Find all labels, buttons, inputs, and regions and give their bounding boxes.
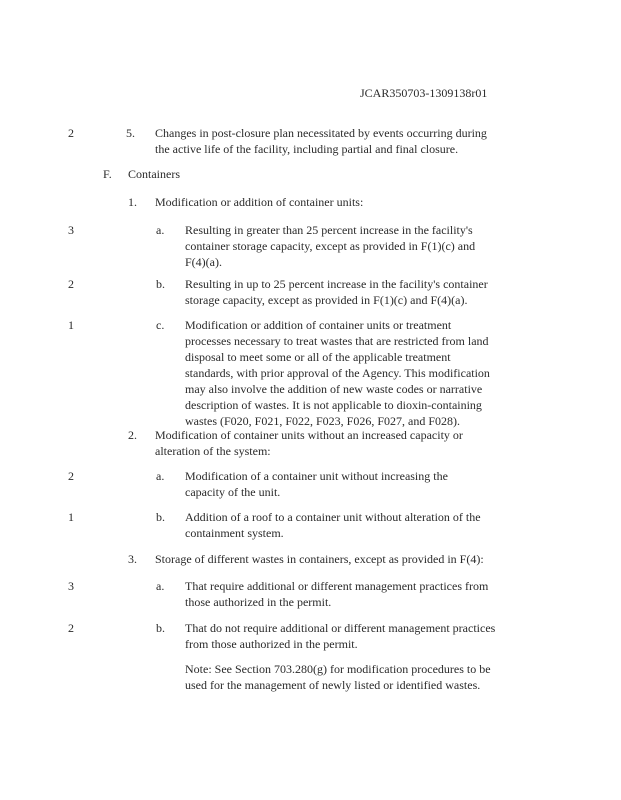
f2-a-text: Modification of a container unit without increasing the capacity of the unit. [185, 469, 448, 499]
f1-a-letter: a. [156, 223, 165, 237]
f1-b-text: Resulting in up to 25 percent increase in the facility's container storage capacity, except as provided in F(1)(c) and F(4)(a). [185, 277, 488, 307]
f2-b-text: Addition of a roof to a container unit without alteration of the containment system. [185, 510, 481, 540]
f2-a-class: 2 [68, 469, 74, 483]
f3-a-class: 3 [68, 579, 74, 593]
item-5-number: 5. [126, 126, 135, 140]
item-5-class: 2 [68, 126, 74, 140]
section-f-letter: F. [103, 167, 112, 181]
f3-b-letter: b. [156, 621, 165, 635]
f1-c-text: Modification or addition of container units or treatment processes necessary to treat wastes that are restricted from land disposal to meet some or all of the applicable treatment standards, with prior approval of the Agency. This modification may also involve the addition of new waste codes or narrative description of wastes. It is not applicable to dioxin-containing wastes (F020, F021, F022, F023, F026, F027, and F028). [185, 318, 490, 428]
f3-b-class: 2 [68, 621, 74, 635]
f1-a-text: Resulting in greater than 25 percent increase in the facility's container storage capacity, except as provided in F(1)(c) and F(4)(a). [185, 223, 476, 269]
f3-number: 3. [128, 552, 137, 566]
item-5-text: Changes in post-closure plan necessitated by events occurring during the active life of the facility, including partial and final closure. [155, 126, 487, 156]
section-f-title: Containers [128, 167, 180, 181]
f3-title: Storage of different wastes in containers, except as provided in F(4): [155, 552, 484, 566]
f1-number: 1. [128, 195, 137, 209]
f1-a-class: 3 [68, 223, 74, 237]
f1-c-class: 1 [68, 318, 74, 332]
f3-b-text: That do not require additional or different management practices from those authorized in the permit. [185, 621, 496, 651]
f3-a-letter: a. [156, 579, 165, 593]
f2-b-class: 1 [68, 510, 74, 524]
document-id-header: JCAR350703-1309138r01 [360, 86, 488, 100]
f3-note: Note: See Section 703.280(g) for modification procedures to be used for the management of newly listed or identified wastes. [185, 662, 491, 692]
f2-number: 2. [128, 428, 137, 442]
f2-title: Modification of container units without an increased capacity or alteration of the system: [155, 428, 463, 458]
f3-a-text: That require additional or different management practices from those authorized in the permit. [185, 579, 489, 609]
f1-b-class: 2 [68, 277, 74, 291]
f1-b-letter: b. [156, 277, 165, 291]
f1-c-letter: c. [156, 318, 165, 332]
f2-b-letter: b. [156, 510, 165, 524]
f2-a-letter: a. [156, 469, 165, 483]
f1-title: Modification or addition of container units: [155, 195, 364, 209]
